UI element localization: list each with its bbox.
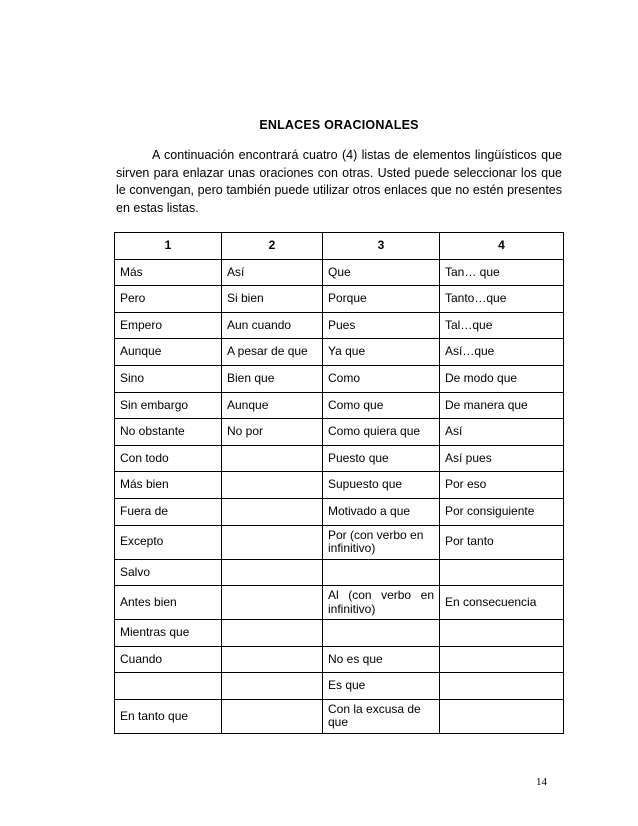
table-row xyxy=(115,445,564,472)
column-header: 2 xyxy=(222,233,323,260)
table-cell xyxy=(222,646,323,673)
table-row xyxy=(115,472,564,499)
table-row xyxy=(115,419,564,446)
table-cell: Pero xyxy=(115,286,222,313)
table-row xyxy=(115,525,564,559)
table-cell: Tanto…que xyxy=(440,286,564,313)
table-cell xyxy=(323,559,440,586)
table-cell xyxy=(323,620,440,647)
table-cell xyxy=(222,472,323,499)
table-cell: Así pues xyxy=(440,445,564,472)
table-cell xyxy=(222,525,323,559)
table-cell: Cuando xyxy=(115,646,222,673)
intro-paragraph: A continuación encontrará cuatro (4) listas de elementos lingüísticos que sirven para enlazar unas oraciones con otras. Usted puede seleccionar los que le convengan, pero también puede utilizar otros enlaces que no estén presentes en estas listas. xyxy=(116,148,562,215)
table-cell: Aunque xyxy=(222,392,323,419)
table-row xyxy=(115,646,564,673)
connectors-table xyxy=(114,232,564,734)
table-cell: No por xyxy=(222,419,323,446)
table-cell: A pesar de que xyxy=(222,339,323,366)
table-header-row xyxy=(115,233,564,260)
table-row xyxy=(115,259,564,286)
table-cell: En consecuencia xyxy=(440,586,564,620)
table-cell: Sin embargo xyxy=(115,392,222,419)
table-cell xyxy=(222,559,323,586)
table-row xyxy=(115,392,564,419)
table-row xyxy=(115,673,564,700)
table-cell: Tal…que xyxy=(440,312,564,339)
table-cell: Al (con verbo en infinitivo) xyxy=(323,586,440,620)
table-cell: Puesto que xyxy=(323,445,440,472)
table-cell xyxy=(222,673,323,700)
table-cell: Empero xyxy=(115,312,222,339)
table-cell: Bien que xyxy=(222,365,323,392)
table-cell: De modo que xyxy=(440,365,564,392)
table-row xyxy=(115,365,564,392)
table-row xyxy=(115,699,564,733)
table-cell: Ya que xyxy=(323,339,440,366)
table-cell: Aunque xyxy=(115,339,222,366)
table-cell: Antes bien xyxy=(115,586,222,620)
table-cell: Salvo xyxy=(115,559,222,586)
table-cell: No obstante xyxy=(115,419,222,446)
table-row xyxy=(115,498,564,525)
table-cell: Por (con verbo en infinitivo) xyxy=(323,525,440,559)
table-row xyxy=(115,286,564,313)
table-cell xyxy=(222,620,323,647)
table-cell: Por tanto xyxy=(440,525,564,559)
table-cell: Supuesto que xyxy=(323,472,440,499)
table-cell: Pues xyxy=(323,312,440,339)
table-cell: Con la excusa de que xyxy=(323,699,440,733)
table-cell xyxy=(115,673,222,700)
table-row xyxy=(115,339,564,366)
table-cell: Que xyxy=(323,259,440,286)
table-cell xyxy=(222,586,323,620)
table-cell xyxy=(440,620,564,647)
table-cell: Porque xyxy=(323,286,440,313)
table-cell: Por consiguiente xyxy=(440,498,564,525)
table-row xyxy=(115,586,564,620)
table-cell: Como que xyxy=(323,392,440,419)
column-header: 3 xyxy=(323,233,440,260)
table-cell: Por eso xyxy=(440,472,564,499)
table-cell xyxy=(440,646,564,673)
table-cell: Así…que xyxy=(440,339,564,366)
table-cell: Así xyxy=(440,419,564,446)
table-cell: Fuera de xyxy=(115,498,222,525)
table-cell: Con todo xyxy=(115,445,222,472)
table-row xyxy=(115,312,564,339)
table-cell xyxy=(440,559,564,586)
column-header: 4 xyxy=(440,233,564,260)
table-cell: No es que xyxy=(323,646,440,673)
table-cell: Mientras que xyxy=(115,620,222,647)
table-cell: Es que xyxy=(323,673,440,700)
table-cell: De manera que xyxy=(440,392,564,419)
table-cell: Más bien xyxy=(115,472,222,499)
table-cell: Así xyxy=(222,259,323,286)
column-header: 1 xyxy=(115,233,222,260)
page-title: ENLACES ORACIONALES xyxy=(259,118,419,132)
table-cell: Tan… que xyxy=(440,259,564,286)
table-row xyxy=(115,620,564,647)
table-cell: Más xyxy=(115,259,222,286)
table-cell xyxy=(222,699,323,733)
table-row xyxy=(115,559,564,586)
table-cell: Como xyxy=(323,365,440,392)
table-cell xyxy=(222,445,323,472)
table-cell xyxy=(222,498,323,525)
page-number: 14 xyxy=(536,776,547,788)
table-cell: Sino xyxy=(115,365,222,392)
table-cell: Si bien xyxy=(222,286,323,313)
table-cell: Como quiera que xyxy=(323,419,440,446)
table-cell xyxy=(440,673,564,700)
table-cell: Motivado a que xyxy=(323,498,440,525)
table-cell: Excepto xyxy=(115,525,222,559)
table-cell: En tanto que xyxy=(115,699,222,733)
table-cell xyxy=(440,699,564,733)
table-cell: Aun cuando xyxy=(222,312,323,339)
